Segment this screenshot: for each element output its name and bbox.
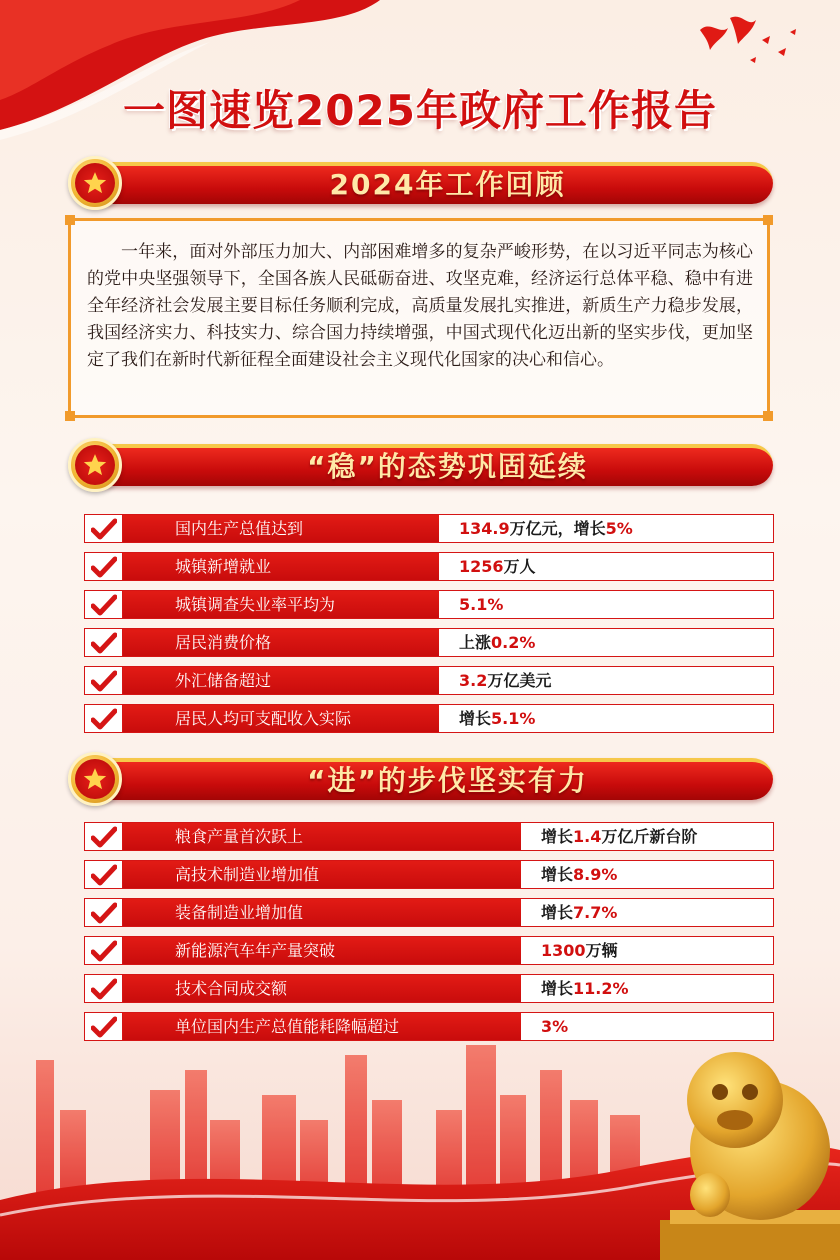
- stat-value-highlight: 5%: [605, 519, 633, 538]
- stat-label: 新能源汽车年产量突破: [123, 937, 521, 964]
- stable-stats-list: [84, 514, 774, 742]
- stat-label: 单位国内生产总值能耗降幅超过: [123, 1013, 521, 1040]
- section-header-progress: [68, 754, 773, 806]
- stat-value-text: 万亿斤新台阶: [601, 827, 698, 846]
- box-corner: [763, 411, 773, 421]
- stat-label: 城镇调查失业率平均为: [123, 591, 439, 618]
- stat-row: [84, 704, 774, 733]
- stat-value-text: 增长: [541, 903, 574, 922]
- stat-value-highlight: 11.2%: [573, 979, 629, 998]
- stat-value-highlight: 5.1%: [459, 595, 504, 614]
- stat-label: 国内生产总值达到: [123, 515, 439, 542]
- stat-value: [521, 899, 773, 926]
- stat-value-highlight: 7.7%: [573, 903, 618, 922]
- stat-row: [84, 822, 774, 851]
- star-icon: [82, 452, 108, 478]
- section-title: “进”的步伐坚实有力: [307, 764, 588, 797]
- checkmark-icon: [85, 705, 123, 732]
- stat-value: [439, 515, 773, 542]
- stat-label: 城镇新增就业: [123, 553, 439, 580]
- checkmark-icon: [85, 591, 123, 618]
- checkmark-icon: [85, 899, 123, 926]
- stat-value-highlight: 3.2: [459, 671, 488, 690]
- stat-row: [84, 936, 774, 965]
- stat-value: [439, 667, 773, 694]
- stat-value: [521, 823, 773, 850]
- stat-row: [84, 514, 774, 543]
- stat-value-text: 万辆: [585, 941, 618, 960]
- stat-row: [84, 590, 774, 619]
- stat-value-highlight: 1.4: [573, 827, 602, 846]
- stat-value-highlight: 1256: [459, 557, 504, 576]
- checkmark-icon: [85, 823, 123, 850]
- stat-value-text: 万亿美元: [487, 671, 552, 690]
- stat-value-highlight: 0.2%: [491, 633, 536, 652]
- section-title: “稳”的态势巩固延续: [307, 450, 588, 483]
- stat-value-highlight: 1300: [541, 941, 586, 960]
- stat-row: [84, 628, 774, 657]
- section-title: 2024年工作回顾: [329, 168, 566, 201]
- stat-value: [521, 861, 773, 888]
- stat-row: [84, 898, 774, 927]
- stat-value-text: 增长: [541, 865, 574, 884]
- review-paragraph: 一年来，面对外部压力加大、内部困难增多的复杂严峻形势，在以习近平同志为核心的党中央坚强领导下，全国各族人民砥砺奋进、攻坚克难，经济运行总体平稳、稳中有进全年经济社会发展主要目标任务顺利完成，高质量发展扎实推进，新质生产力稳步发展，我国经济实力、科技实力、综合国力持续增强，中国式现代化迈出新的坚实步伐，更加坚定了我们在新时代新征程全面建设社会主义现代化国家的决心和信心。: [87, 242, 753, 370]
- stat-value-highlight: 5.1%: [491, 709, 536, 728]
- stat-value: [439, 553, 773, 580]
- page-title: 一图速览2025年政府工作报告: [123, 86, 717, 135]
- star-icon: [82, 170, 108, 196]
- stat-row: [84, 666, 774, 695]
- box-corner: [65, 215, 75, 225]
- box-corner: [65, 411, 75, 421]
- stat-value-text: 增长: [459, 709, 492, 728]
- section-header-review: [68, 158, 773, 210]
- checkmark-icon: [85, 975, 123, 1002]
- stat-label: 居民消费价格: [123, 629, 439, 656]
- stat-label: 装备制造业增加值: [123, 899, 521, 926]
- stat-value: [521, 975, 773, 1002]
- checkmark-icon: [85, 667, 123, 694]
- stat-label: 外汇储备超过: [123, 667, 439, 694]
- stat-value-text: 增长: [541, 979, 574, 998]
- box-corner: [763, 215, 773, 225]
- stat-value: [439, 629, 773, 656]
- stat-row: [84, 860, 774, 889]
- star-icon: [82, 766, 108, 792]
- stat-value-text: 增长: [541, 827, 574, 846]
- stat-value-highlight: 134.9: [459, 519, 510, 538]
- star-badge: [68, 752, 122, 806]
- stat-label: 技术合同成交额: [123, 975, 521, 1002]
- stat-row: [84, 552, 774, 581]
- stat-value: [439, 591, 773, 618]
- stat-value: [521, 937, 773, 964]
- stat-value-text: 上涨: [459, 633, 492, 652]
- checkmark-icon: [85, 553, 123, 580]
- star-badge: [68, 156, 122, 210]
- stat-value-highlight: 3%: [541, 1017, 569, 1036]
- stat-label: 高技术制造业增加值: [123, 861, 521, 888]
- checkmark-icon: [85, 629, 123, 656]
- stat-value-highlight: 8.9%: [573, 865, 618, 884]
- checkmark-icon: [85, 937, 123, 964]
- star-badge: [68, 438, 122, 492]
- review-text-box: [68, 218, 770, 418]
- stat-value-text: 万人: [503, 557, 536, 576]
- stat-row: [84, 974, 774, 1003]
- dove-icon: [690, 10, 810, 80]
- lion-statue: [640, 1030, 840, 1260]
- stat-value: [439, 705, 773, 732]
- section-header-stable: [68, 440, 773, 492]
- checkmark-icon: [85, 861, 123, 888]
- stat-value-text: 万亿元，增长: [509, 519, 606, 538]
- stat-label: 居民人均可支配收入实际: [123, 705, 439, 732]
- checkmark-icon: [85, 515, 123, 542]
- stat-label: 粮食产量首次跃上: [123, 823, 521, 850]
